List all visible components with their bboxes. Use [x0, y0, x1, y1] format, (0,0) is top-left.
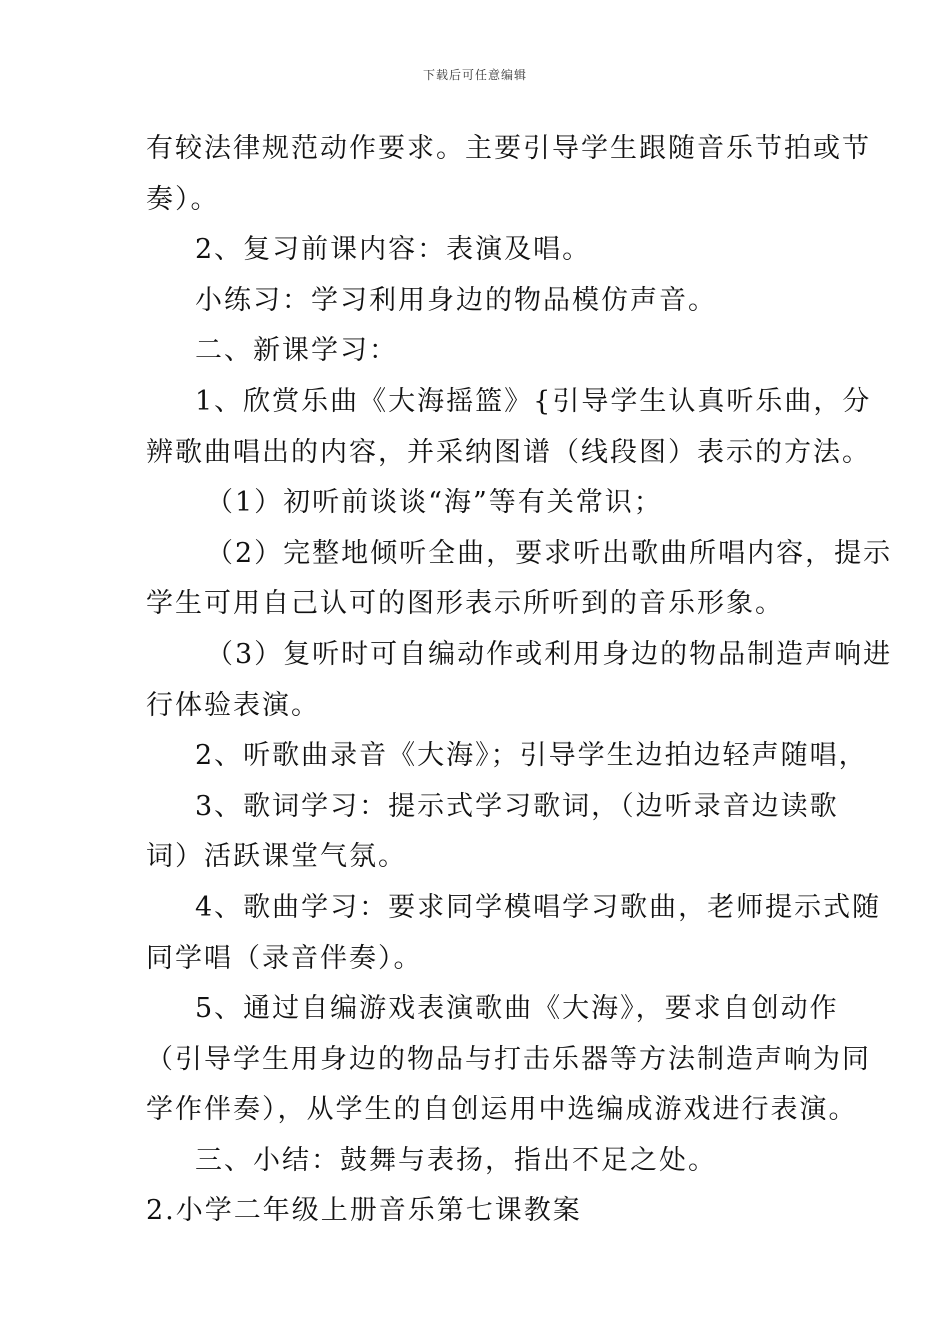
text-line: 1、欣赏乐曲《大海摇篮》{引导学生认真听乐曲，分 — [195, 385, 872, 417]
text-line: （引导学生用身边的物品与打击乐器等方法制造声响为同 — [146, 1043, 871, 1075]
text-line: 5、通过自编游戏表演歌曲《大海》，要求自创动作 — [195, 993, 839, 1025]
text-line: 同学唱（录音伴奏）。 — [146, 942, 423, 974]
text-line: 辨歌曲唱出的内容，并采纳图谱（线段图）表示的方法。 — [146, 436, 871, 468]
section-heading: 三、小结：鼓舞与表扬，指出不足之处。 — [195, 1144, 717, 1176]
text-line: 3、歌词学习：提示式学习歌词，（边听录音边读歌 — [195, 790, 839, 822]
page-header: 下载后可任意编辑 — [422, 68, 527, 82]
text-line: 2、复习前课内容：表演及唱。 — [195, 234, 592, 266]
text-line: 词）活跃课堂气氛。 — [146, 841, 407, 873]
text-line: 4、歌曲学习：要求同学模唱学习歌曲，老师提示式随 — [195, 891, 882, 923]
text-line: （2）完整地倾听全曲，要求听出歌曲所唱内容，提示 — [206, 537, 893, 569]
section-heading: 二、新课学习： — [195, 335, 398, 367]
text-line: 奏）。 — [146, 183, 220, 215]
text-line: 2、听歌曲录音《大海》；引导学生边拍边轻声随唱， — [195, 740, 868, 772]
text-line: 学生可用自己认可的图形表示所听到的音乐形象。 — [146, 588, 784, 620]
text-line: 行体验表演。 — [146, 689, 320, 721]
document-subtitle: 2.小学二年级上册音乐第七课教案 — [146, 1195, 582, 1227]
text-line: （3）复听时可自编动作或利用身边的物品制造声响进 — [206, 638, 893, 670]
document-body — [146, 124, 893, 1237]
text-line: 学作伴奏），从学生的自创运用中选编成游戏进行表演。 — [146, 1094, 858, 1126]
text-line: 小练习：学习利用身边的物品模仿声音。 — [195, 284, 717, 316]
text-line: 有较法律规范动作要求。主要引导学生跟随音乐节拍或节 — [146, 133, 871, 164]
text-line: （1）初听前谈谈“海”等有关常识； — [206, 487, 663, 519]
